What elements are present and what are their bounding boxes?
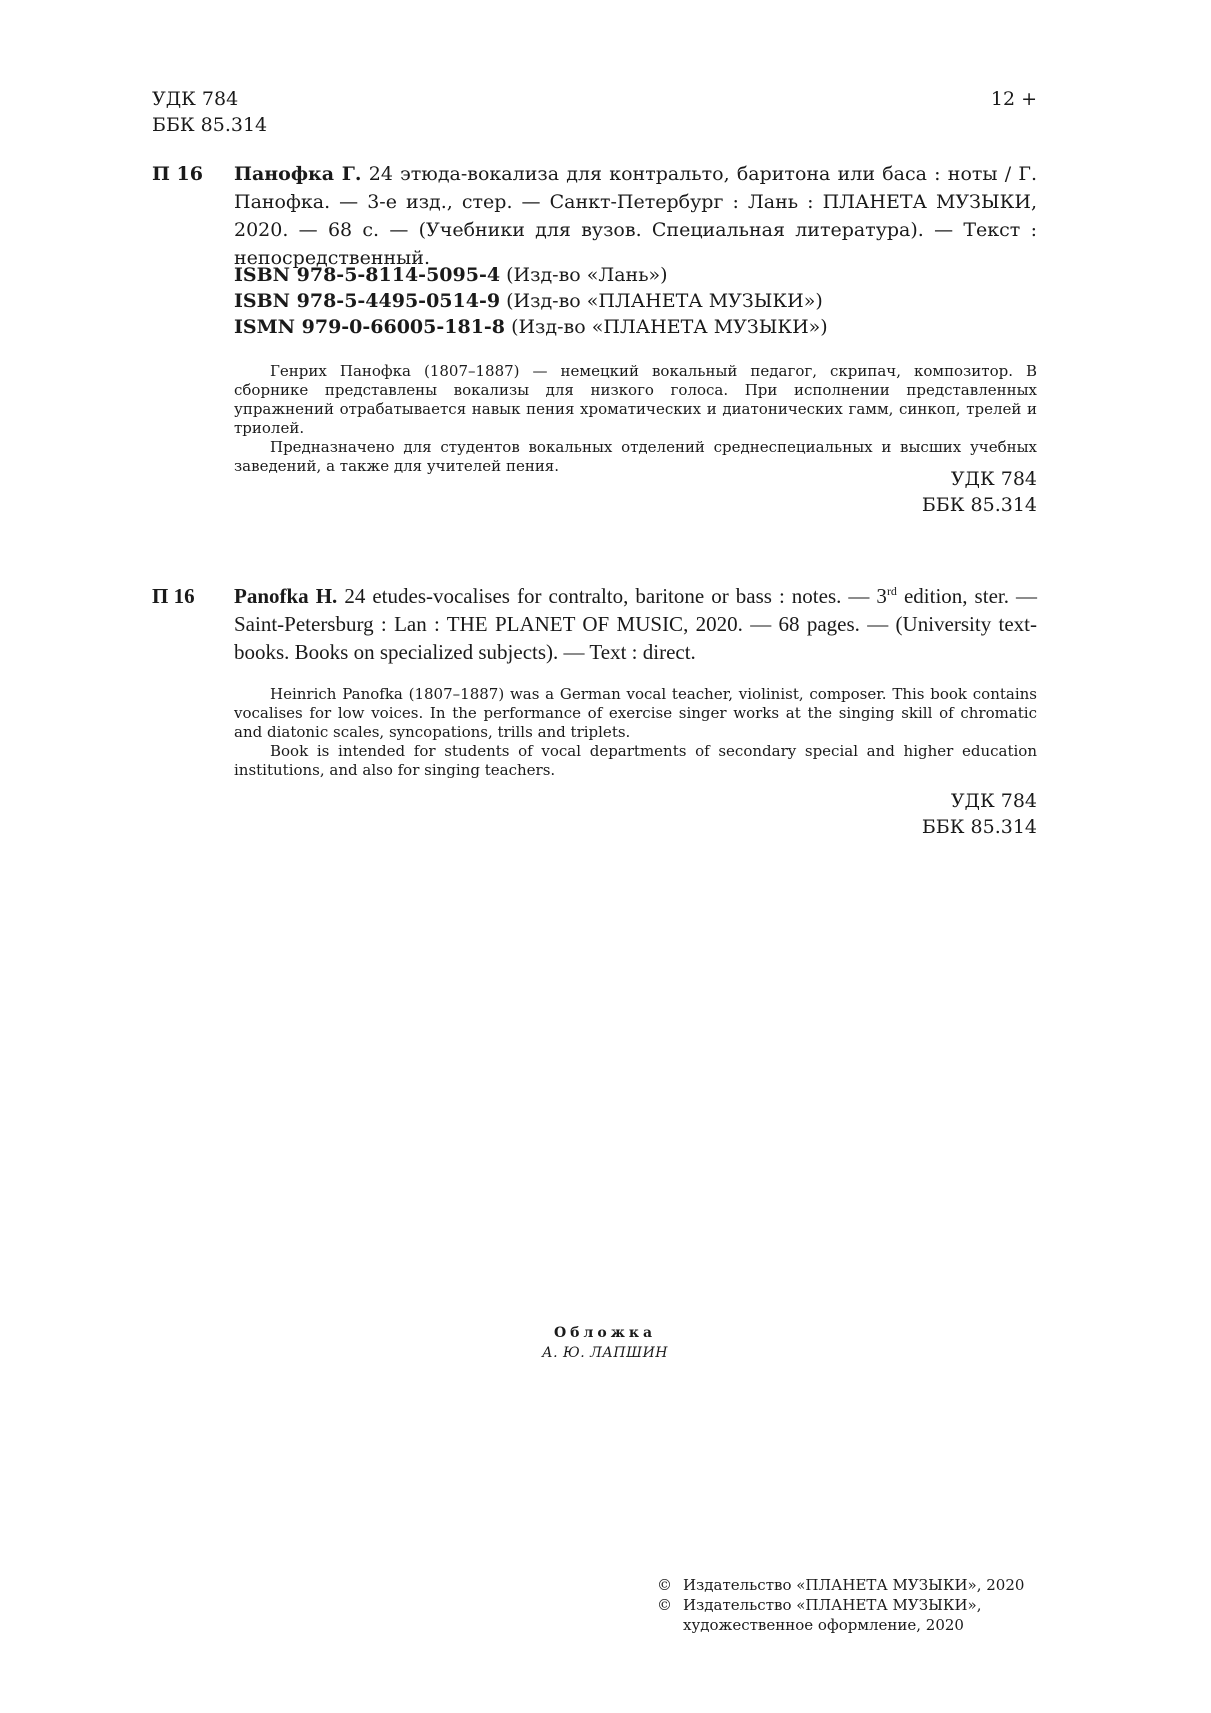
- classification-codes-ru: [860, 466, 1037, 518]
- author-mark-ru: П 16: [152, 163, 203, 185]
- copyright-line: Издательство «ПЛАНЕТА МУЗЫКИ»,: [683, 1596, 982, 1614]
- isbn-number: ISBN 978-5-8114-5095-4: [234, 264, 501, 286]
- entry-description-en-b: edition, ster. — Saint-Petersburg : Lan : THE PLANET OF MUSIC, 2020. — 68 pages. — (University text-books. Books on specialized subjects). — Text : direct.: [234, 584, 1037, 664]
- annotation-en: [234, 685, 1037, 780]
- entry-description-en-a: 24 etudes-vocalises for contralto, baritone or bass : notes. — 3: [337, 584, 887, 608]
- ordinal-suffix: rd: [886, 584, 897, 598]
- annotation-en-paragraph: Book is intended for students of vocal departments of secondary special and higher education institutions, and also for singing teachers.: [234, 742, 1037, 779]
- author-mark-en: П 16: [152, 584, 195, 608]
- entry-text-en: [234, 582, 1037, 666]
- annotation-en-paragraph: Heinrich Panofka (1807–1887) was a German vocal teacher, violinist, composer. This book contains vocalises for low voices. In the performance of exercise singer works at the singing skill of chromatic and diatonic scales, syncopations, trills and triplets.: [234, 685, 1037, 741]
- cover-designer: А. Ю. ЛАПШИН: [542, 1345, 668, 1361]
- age-rating: 12 +: [990, 88, 1037, 110]
- entry-text-ru: [234, 160, 1037, 272]
- cover-credit: [460, 1323, 750, 1363]
- annotation-ru: [234, 362, 1037, 476]
- copyright-icon: ©: [657, 1576, 672, 1594]
- isbn-block: [234, 262, 828, 340]
- bibliographic-entry-ru: [152, 160, 1037, 272]
- classification-codes-en: [860, 788, 1037, 840]
- udk-code: УДК 784: [950, 790, 1037, 812]
- annotation-ru-paragraph: Генрих Панофка (1807–1887) — немецкий вокальный педагог, скрипач, композитор. В сборнике представлены вокализы для низкого голоса. При исполнении представленных упражнений отрабатывается навык пения хроматических и диатонических гамм, синкоп, трелей и триолей.: [234, 362, 1037, 437]
- isbn-publisher: (Изд-во «Лань»): [500, 264, 668, 286]
- udk-code: УДК 784: [950, 468, 1037, 490]
- bbk-code: ББК 85.314: [921, 816, 1037, 838]
- isbn-row: [234, 288, 828, 314]
- entry-author-en: Panofka H.: [234, 584, 338, 608]
- isbn-publisher: (Изд-во «ПЛАНЕТА МУЗЫКИ»): [505, 316, 828, 338]
- isbn-publisher: (Изд-во «ПЛАНЕТА МУЗЫКИ»): [500, 290, 823, 312]
- copyright-icon: ©: [657, 1596, 672, 1614]
- top-bbk: ББК 85.314: [152, 114, 268, 136]
- copyright-line: художественное оформление, 2020: [683, 1616, 964, 1634]
- isbn-row: [234, 262, 828, 288]
- top-udk: УДК 784: [152, 88, 239, 110]
- copyright-block: [657, 1575, 1024, 1635]
- cover-label: Обложка: [553, 1325, 657, 1341]
- entry-description-ru: 24 этюда-вокализа для контральто, баритона или баса : ноты / Г. Панофка. — 3-е изд., стер. — Санкт-Петербург : Лань : ПЛАНЕТА МУЗЫКИ, 2020. — 68 с. — (Учебники для вузов. Специальная литература). — Текст : непосредственный.: [234, 163, 1037, 269]
- entry-author-ru: Панофка Г.: [234, 163, 362, 185]
- copyright-row: [657, 1595, 1024, 1615]
- isbn-number: ISBN 978-5-4495-0514-9: [234, 290, 501, 312]
- bbk-code: ББК 85.314: [921, 494, 1037, 516]
- bibliographic-entry-en: [152, 582, 1037, 666]
- isbn-row: [234, 314, 828, 340]
- top-classification-codes: [152, 86, 267, 138]
- copyright-row: [657, 1575, 1024, 1595]
- ismn-number: ISMN 979-0-66005-181-8: [234, 316, 506, 338]
- copyright-line: Издательство «ПЛАНЕТА МУЗЫКИ», 2020: [683, 1576, 1025, 1594]
- annotation-ru-paragraph: Предназначено для студентов вокальных отделений среднеспециальных и высших учебных заведений, а также для учителей пения.: [234, 438, 1037, 475]
